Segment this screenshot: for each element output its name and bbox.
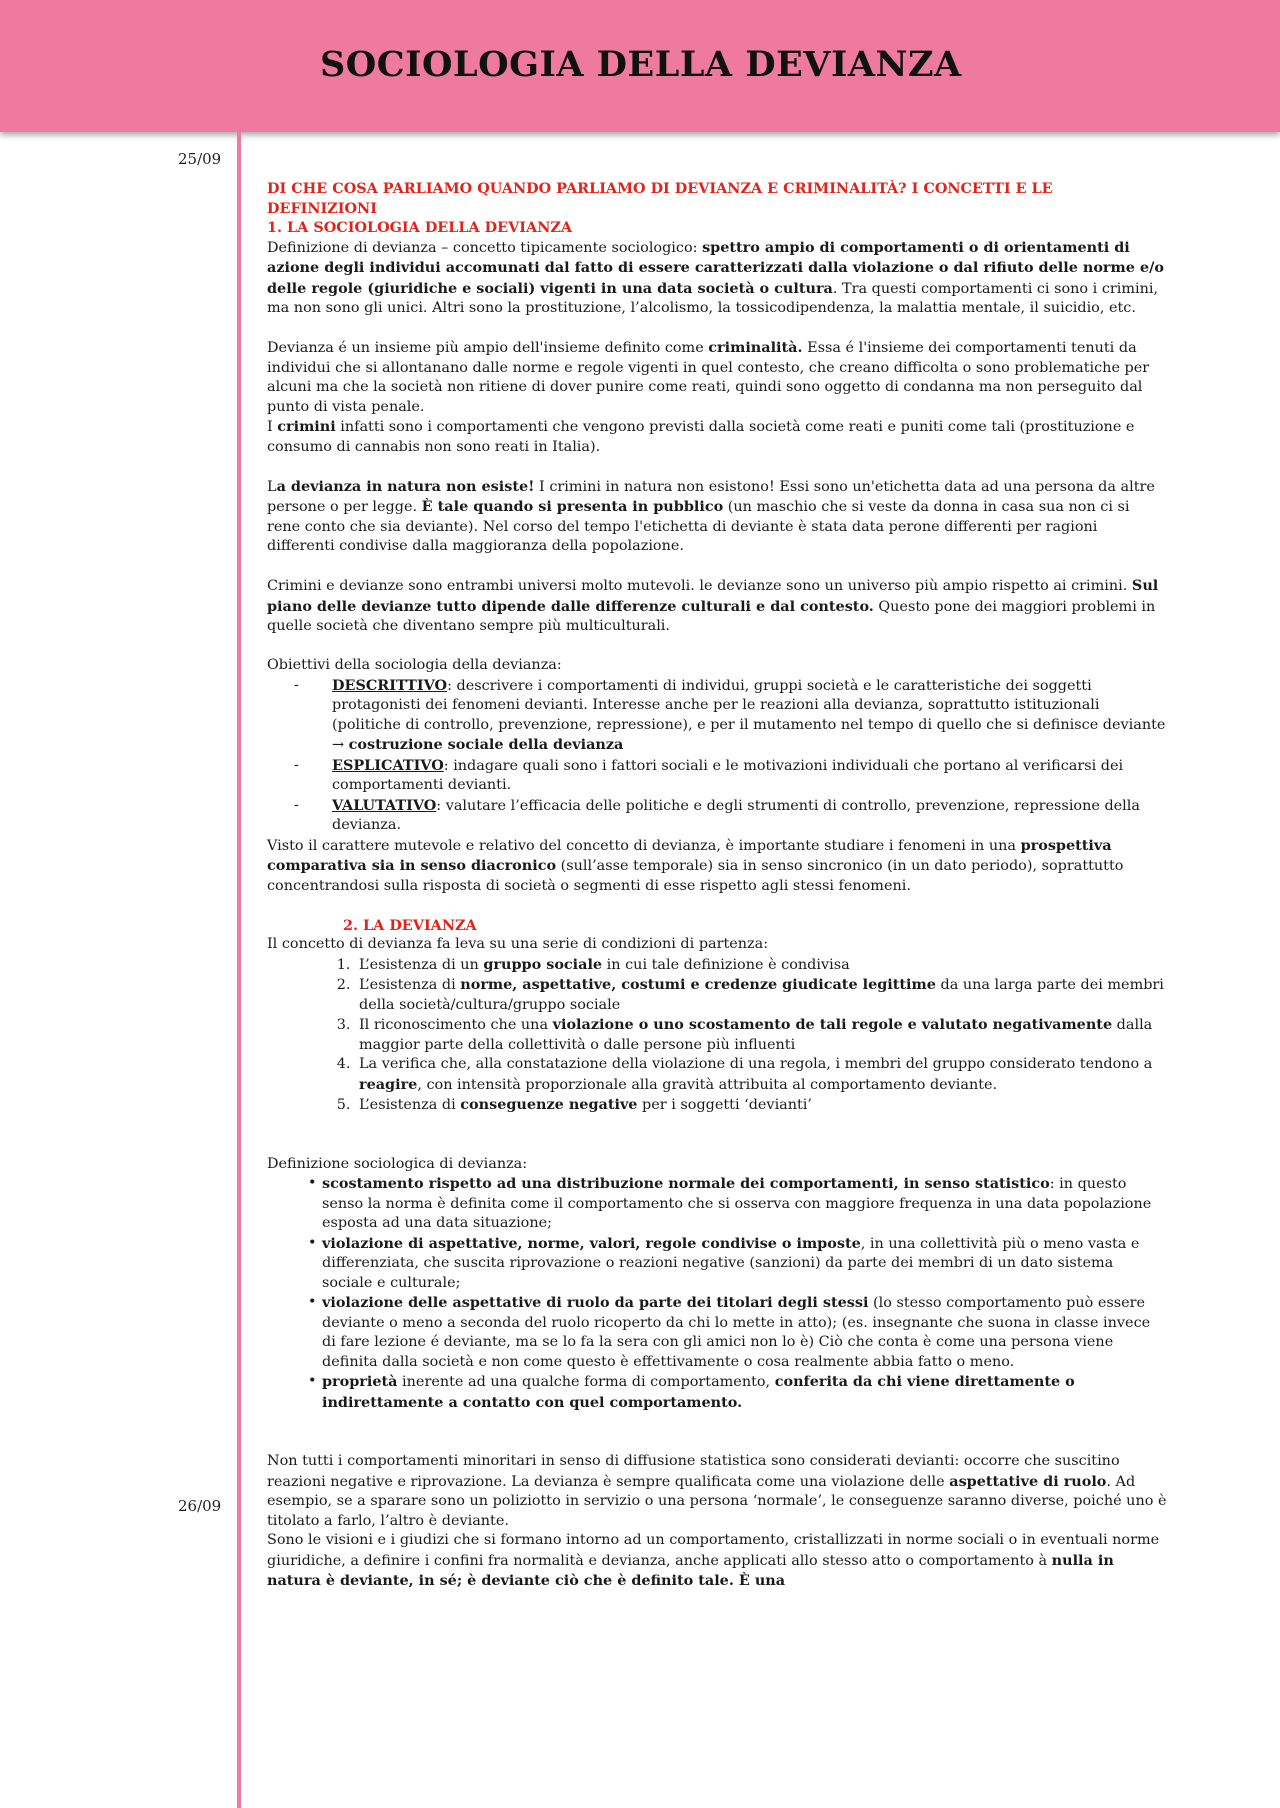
list-item: • violazione di aspettative, norme, valori, regole condivise o imposte, in una collettività più o meno vasta e differenziata, che suscita riprovazione o reazioni negative (sanzioni) da parte dei membri di un dato sistema sociale e culturale; — [308, 1234, 1140, 1291]
list-item: • scostamento rispetto ad una distribuzione normale dei comportamenti, in senso statistico: in questo senso la norma è definita come il comportamento che si osserva con maggiore frequenza in una data popolazione esposta ad una data situazione; — [308, 1175, 1152, 1231]
paragraph: Il concetto di devianza fa leva su una serie di condizioni di partenza: — [267, 936, 769, 952]
notes-content — [267, 179, 1167, 1592]
list-item: 2. L’esistenza di norme, aspettative, costumi e credenze giudicate legittime da una larga parte dei membri della società/cultura/gruppo sociale — [355, 975, 1167, 1015]
paragraph: Definizione di devianza – concetto tipicamente sociologico: spettro ampio di comportamenti o di orientamenti di azione degli individui accomunati dal fatto di essere caratterizzati dalla violazione o dal rifiuto delle norme e/o delle regole (giuridiche e sociali) vigenti in una data società o cultura. Tra questi comportamenti ci sono i crimini, ma non sono gli unici. Altri sono la prostituzione, l’alcolismo, la tossicodipendenza, la malattia mentale, il suicidio, etc. — [267, 238, 1164, 316]
title-banner — [0, 0, 1280, 132]
page-title: SOCIOLOGIA DELLA DEVIANZA — [320, 44, 962, 85]
objectives-list — [267, 676, 1167, 836]
paragraph: La devianza in natura non esiste! I crimini in natura non esistono! Essi sono un'etichetta data ad una persona da altre persone o per legge. È tale quando si presenta in pubblico (un maschio che si veste da donna in casa sua non ci si rene conto che sia deviante). Nel corso del tempo l'etichetta di deviante è stata data perone differenti per ragioni differenti condivise dalla maggioranza della popolazione. — [267, 477, 1155, 554]
list-item: • proprietà inerente ad una qualche forma di comportamento, conferita da chi viene direttamente o indirettamente a contatto con quel comportamento. — [308, 1373, 1075, 1411]
list-item: 1. L’esistenza di un gruppo sociale in cui tale definizione è condivisa — [355, 955, 1167, 976]
list-item: - ESPLICATIVO: indagare quali sono i fattori sociali e le motivazioni individuali che portano al verificarsi dei comportamenti devianti. — [294, 756, 1124, 793]
margin-line — [237, 132, 241, 1808]
list-item: - DESCRITTIVO: descrivere i comportamenti di individui, gruppi società e le caratteristiche dei soggetti protagonisti dei fenomeni devianti. Interesse anche per le reazioni alla devianza, soprattutto istituzionali (politiche di controllo, prevenzione, repressione), e per il mutamento nel tempo di quello che si definisce deviante → costruzione sociale della devianza — [294, 676, 1166, 753]
paragraph: Non tutti i comportamenti minoritari in senso di diffusione statistica sono considerati devianti: occorre che suscitino reazioni negative e riprovazione. La devianza è sempre qualificata come una violazione delle aspettative di ruolo. Ad esempio, se a sparare sono un poliziotto in servizio o una persona ‘normale’, le conseguenze saranno diverse, poiché uno è titolato a farlo, l’altro è deviante. — [267, 1453, 1167, 1529]
date-label: 25/09 — [178, 150, 222, 168]
paragraph: Sono le visioni e i giudizi che si formano intorno ad un comportamento, cristallizzati in norme sociali o in eventuali norme giuridiche, a definire i confini fra normalità e devianza, anche applicati allo stesso atto o comportamento à nulla in natura è deviante, in sé; è deviante ciò che è definito tale. È una — [267, 1532, 1160, 1589]
section-subheading: 1. LA SOCIOLOGIA DELLA DEVIANZA — [267, 219, 573, 236]
definitions-list — [267, 1174, 1167, 1413]
paragraph: Crimini e devianze sono entrambi universi molto mutevoli. le devianze sono un universo più ampio rispetto ai crimini. Sul piano delle devianze tutto dipende dalle differenze culturali e dal contesto. Questo pone dei maggiori problemi in quelle società che diventano sempre più multiculturali. — [267, 577, 1159, 634]
paragraph: Definizione sociologica di devianza: — [267, 1155, 528, 1172]
list-item: • violazione delle aspettative di ruolo da parte dei titolari degli stessi (lo stesso comportamento può essere deviante o meno a seconda del ruolo ricoperto da chi lo mette in atto); (es. insegnante che suona in classe invece di fare lezione é deviante, ma se lo fa la sera con gli amici non lo è) Ciò che conta è come una persona viene definita dalla società e non come questo è effettivamente o cosa realmente abbia fatto o meno. — [308, 1294, 1151, 1370]
list-item: 5. L’esistenza di conseguenze negative per i soggetti ‘devianti’ — [355, 1095, 1167, 1116]
list-item: 4. La verifica che, alla constatazione della violazione di una regola, i membri del gruppo considerato tendono a reagire, con intensità proporzionale alla gravità attribuita al comportamento deviante. — [355, 1055, 1167, 1095]
paragraph: I crimini infatti sono i comportamenti che vengono previsti dalla società come reati e puniti come tali (prostituzione e consumo di cannabis non sono reati in Italia). — [267, 418, 1135, 455]
list-item: 3. Il riconoscimento che una violazione o uno scostamento de tali regole e valutato negativamente dalla maggior parte della collettività o dalle persone più influenti — [355, 1015, 1167, 1055]
paragraph: Devianza é un insieme più ampio dell'insieme definito come criminalità. Essa é l'insieme dei comportamenti tenuti da individui che si allontanano dalle norme e regole vigenti in quel contesto, che creano difficolta o sono problematiche per alcuni ma che la società non ritiene di dover punire come reati, quindi sono oggetto di condanna ma non perseguito dal punto di vista penale. — [267, 339, 1150, 415]
section-heading: DI CHE COSA PARLIAMO QUANDO PARLIAMO DI DEVIANZA E CRIMINALITÀ? I CONCETTI E LE DEFINIZIONI — [267, 180, 1053, 217]
conditions-list — [267, 955, 1167, 1116]
date-label: 26/09 — [178, 1497, 222, 1515]
paragraph: Visto il carattere mutevole e relativo del concetto di devianza, è importante studiare i fenomeni in una prospettiva comparativa sia in senso diacronico (sull’asse temporale) sia in senso sincronico (in un dato periodo), soprattutto concentrandosi sulla risposta di società o segmenti di esse rispetto agli stessi fenomeni. — [267, 836, 1124, 894]
section-subheading: 2. LA DEVIANZA — [343, 916, 477, 934]
paragraph: Obiettivi della sociologia della devianza: — [267, 657, 562, 673]
list-item: - VALUTATIVO: valutare l’efficacia delle politiche e degli strumenti di controllo, prevenzione, repressione della devianza. — [294, 796, 1140, 833]
